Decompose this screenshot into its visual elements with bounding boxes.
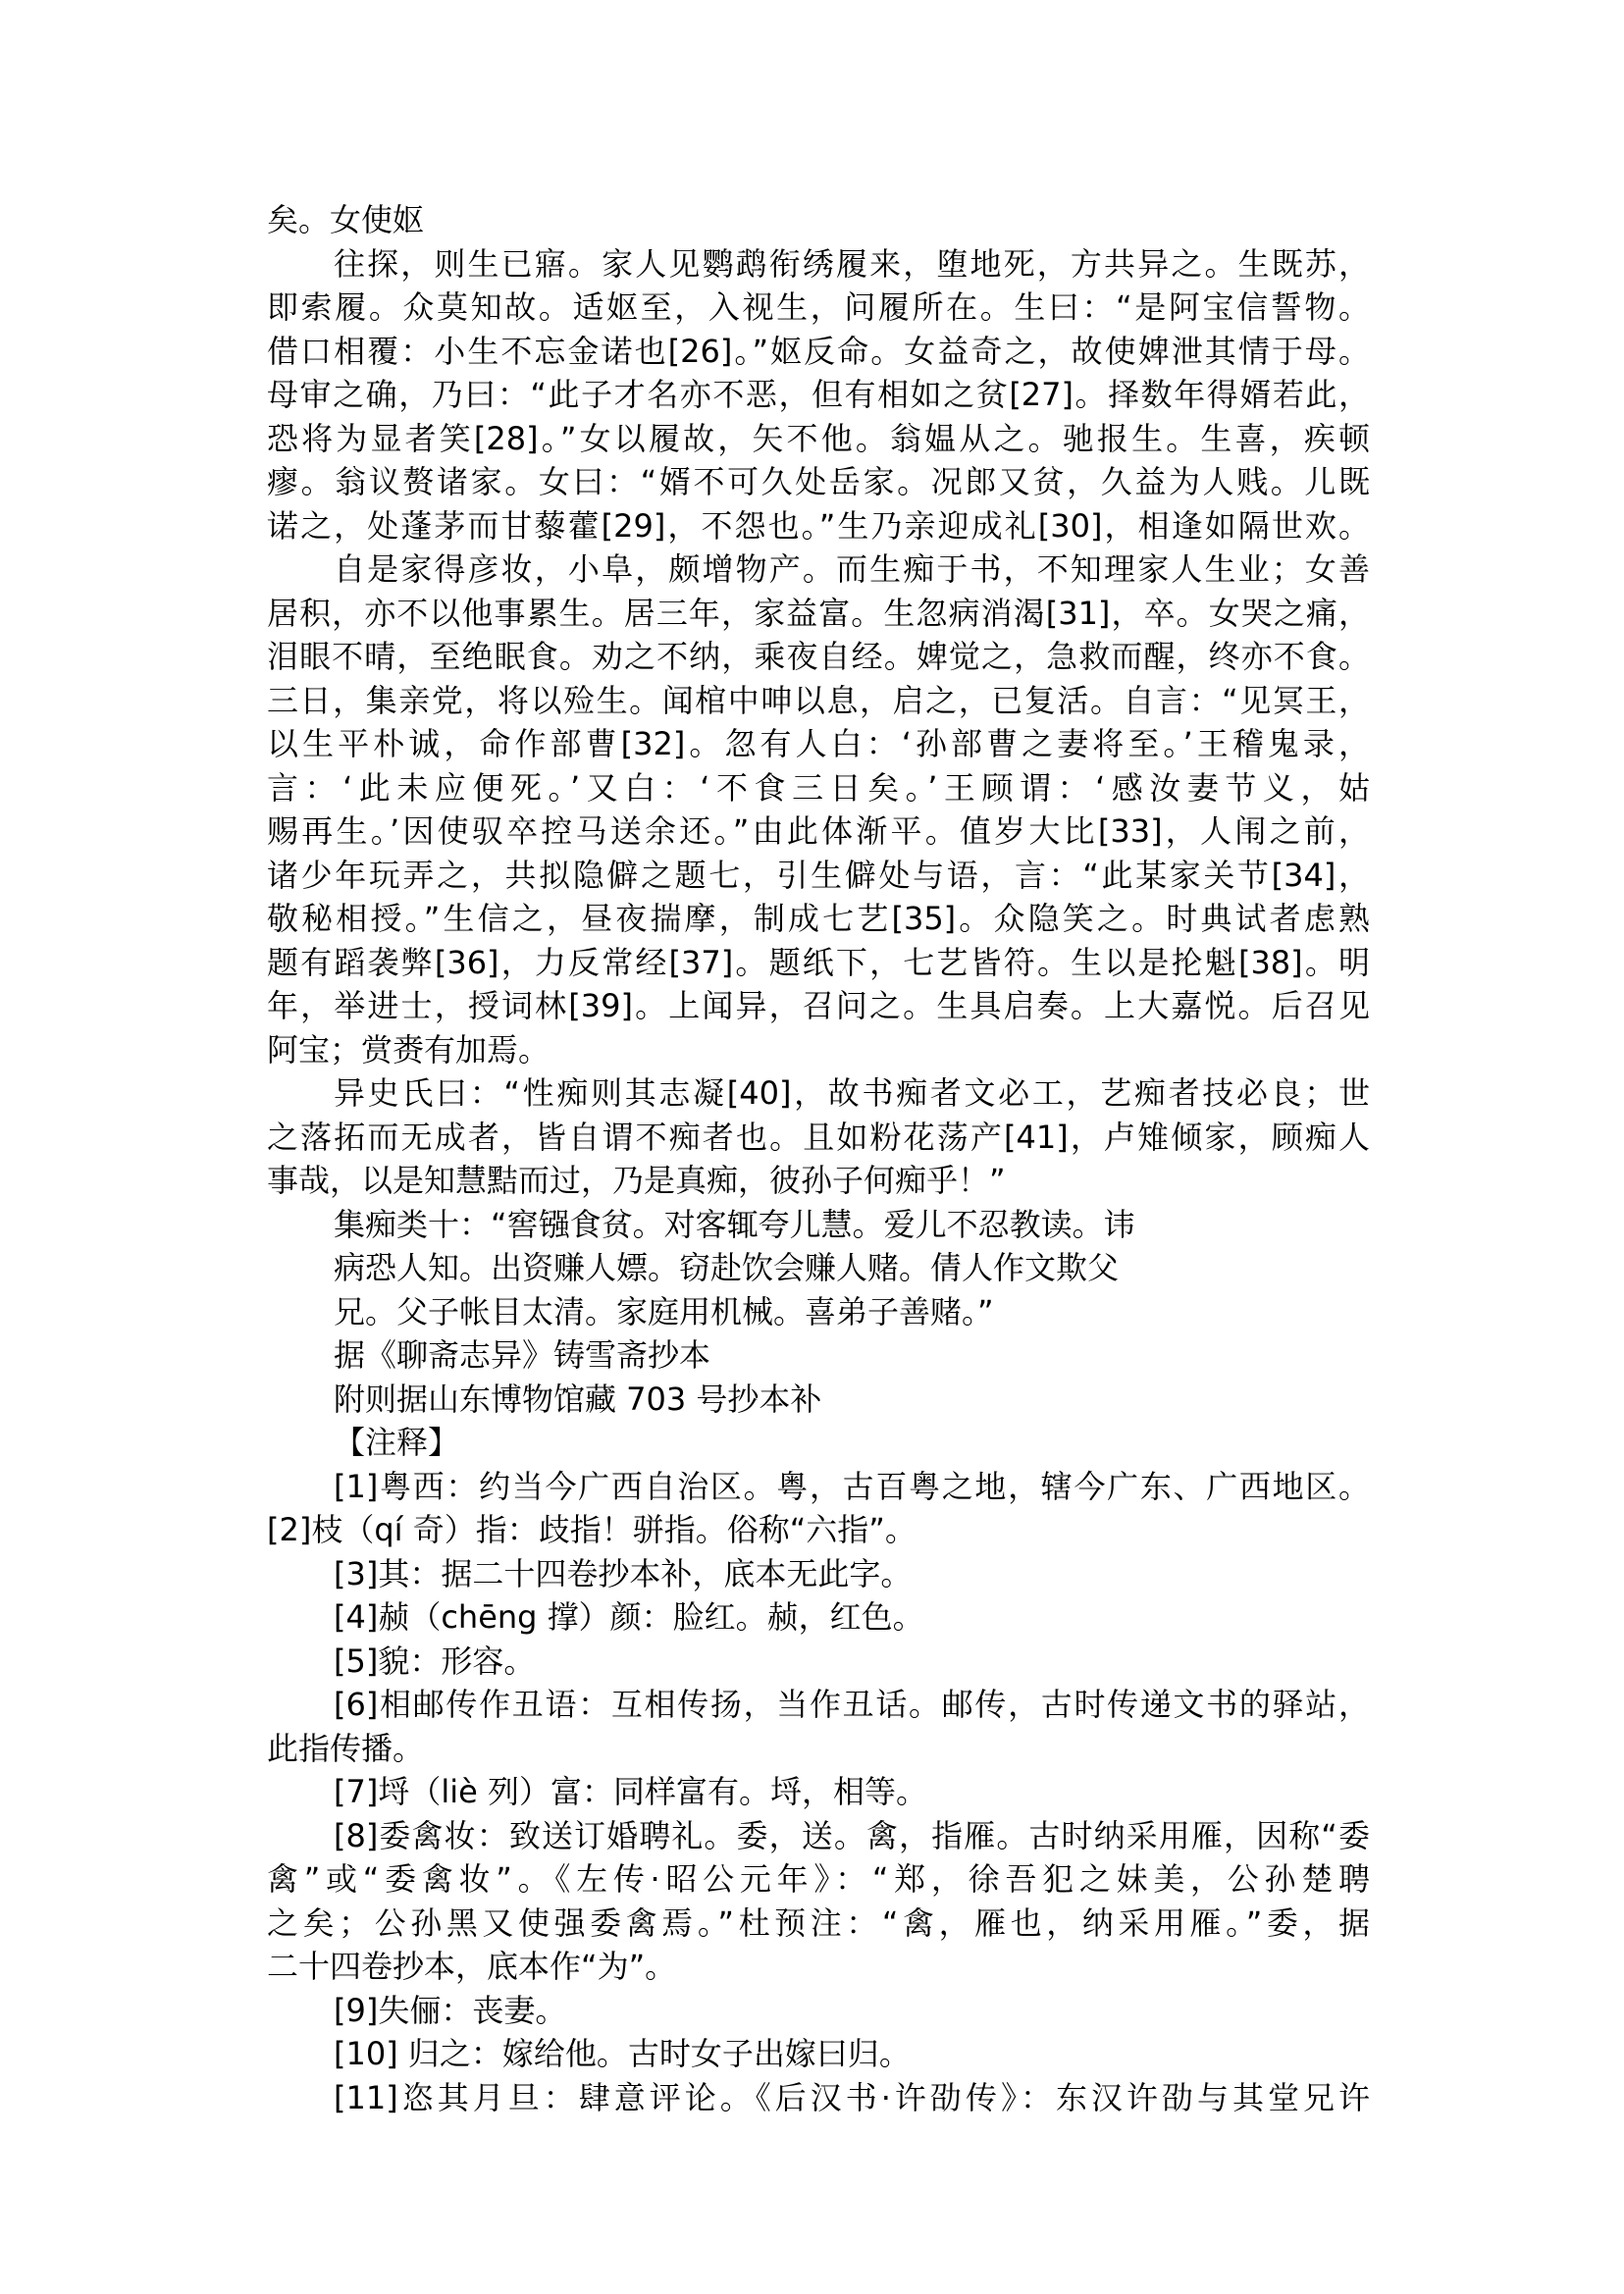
text-line: 禽”或“委禽妆”。《左传·昭公元年》：“郑，徐吾犯之妹美，公孙楚聘 — [267, 1860, 1370, 1898]
text-line: [9]失俪：丧妻。 — [334, 1991, 567, 2029]
text-line: 此指传播。 — [267, 1729, 425, 1767]
text-line: 母审之确，乃曰：“此子才名亦不恶，但有相如之贫[27]。择数年得婿若此， — [267, 376, 1370, 413]
text-line: 二十四卷抄本，底本作“为”。 — [267, 1948, 677, 1985]
text-line: 泪眼不晴，至绝眠食。劝之不纳，乘夜自经。婢觉之，急救而醒，终亦不食。 — [267, 638, 1370, 675]
text-line: [7]埒（liè 列）富：同样富有。埒，相等。 — [334, 1773, 927, 1810]
text-line: 赐再生。’因使驭卒控马送余还。”由此体渐平。值岁大比[33]，人闱之前， — [267, 812, 1370, 850]
text-line: 敬秘相授。”生信之，昼夜揣摩，制成七艺[35]。众隐笑之。时典试者虑熟 — [267, 900, 1370, 937]
text-line: 阿宝；赏赉有加焉。 — [267, 1030, 550, 1069]
text-line: 病恐人知。出资赚人嫖。窃赴饮会赚人赌。倩人作文欺父 — [334, 1249, 1120, 1286]
text-line: 以生平朴诚，命作部曹[32]。忽有人白：‘孙部曹之妻将至。’王稽鬼录， — [267, 725, 1370, 762]
text-line: 事哉，以是知慧黠而过，乃是真痴，彼孙子何痴乎！” — [267, 1162, 1006, 1199]
text-line: 诺之，处蓬茅而甘藜藿[29]，不怨也。”生乃亲迎成礼[30]，相逢如隔世欢。 — [267, 506, 1370, 545]
text-line: [2]枝（qí 奇）指：歧指！骈指。俗称“六指”。 — [267, 1511, 917, 1548]
text-line: 居积，亦不以他事累生。居三年，家益富。生忽病消渴[31]，卒。女哭之痛， — [267, 594, 1370, 632]
text-line: 年，举进士，授词林[39]。上闻异，召问之。生具启奏。上大嘉悦。后召见 — [267, 987, 1370, 1024]
text-line: [3]其：据二十四卷抄本补，底本无此字。 — [334, 1554, 913, 1592]
text-line: 集痴类十：“窖镪食贫。对客辄夸儿慧。爱儿不忍教读。讳 — [334, 1205, 1135, 1243]
text-line: [4]赪（chēng 撑）颜：脸红。赪，红色。 — [334, 1598, 924, 1636]
text-line: 瘳。翁议赘诸家。女曰：“婿不可久处岳家。况郎又贫，久益为人贱。儿既 — [267, 463, 1370, 500]
text-line: 借口相覆：小生不忘金诺也[26]。”妪反命。女益奇之，故使婢泄其情于母。 — [267, 332, 1370, 370]
text-line: [8]委禽妆：致送订婚聘礼。委，送。禽，指雁。古时纳采用雁，因称“委 — [334, 1816, 1370, 1854]
text-line: 自是家得彦妆，小阜，颇增物产。而生痴于书，不知理家人生业；女善 — [334, 550, 1370, 588]
text-line: [10] 归之：嫁给他。古时女子出嫁曰归。 — [334, 2035, 911, 2072]
text-line: [5]貌：形容。 — [334, 1642, 536, 1680]
text-line: 矣。女使妪 — [267, 201, 425, 238]
text-block — [267, 198, 1370, 2119]
text-line: 往探，则生已寤。家人见鹦鹉衔绣履来，堕地死，方共异之。生既苏， — [334, 244, 1370, 283]
text-line: 据《聊斋志异》铸雪斋抄本 — [334, 1336, 711, 1374]
text-line: 题有蹈袭弊[36]，力反常经[37]。题纸下，七艺皆符。生以是抡魁[38]。明 — [267, 943, 1370, 981]
text-line: 异史氏曰：“性痴则其志凝[40]，故书痴者文必工，艺痴者技必良；世 — [334, 1074, 1370, 1112]
text-line: 之落拓而无成者，皆自谓不痴者也。且如粉花荡产[41]，卢雉倾家，顾痴人 — [267, 1118, 1370, 1156]
text-line: 之矣；公孙黑又使强委禽焉。”杜预注：“禽，雁也，纳采用雁。”委，据 — [267, 1903, 1370, 1942]
text-line: [11]恣其月旦：肆意评论。《后汉书·许劭传》：东汉许劭与其堂兄许 — [334, 2078, 1370, 2116]
text-line: [1]粤西：约当今广西自治区。粤，古百粤之地，辖今广东、广西地区。 — [334, 1467, 1370, 1505]
text-line: 兄。父子帐目太清。家庭用机械。喜弟子善赌。” — [334, 1292, 994, 1330]
text-line: 言：‘此未应便死。’又白：‘不食三日矣。’王顾谓：‘感汝妻节义，姑 — [267, 768, 1370, 807]
text-line: 三日，集亲党，将以殓生。闻棺中呻以息，启之，已复活。自言：“见冥王， — [267, 681, 1370, 719]
text-line: [6]相邮传作丑语：互相传扬，当作丑话。邮传，古时传递文书的驿站， — [334, 1686, 1370, 1723]
text-line: 附则据山东博物馆藏 703 号抄本补 — [334, 1380, 822, 1418]
text-line: 即索履。众莫知故。适妪至，入视生，问履所在。生曰：“是阿宝信誓物。 — [267, 288, 1370, 326]
text-line: 诸少年玩弄之，共拟隐僻之题七，引生僻处与语，言：“此某家关节[34]， — [267, 856, 1370, 894]
text-line: 恐将为显者笑[28]。”女以履故，矢不他。翁媪从之。驰报生。生喜，疾顿 — [267, 419, 1370, 457]
text-line: 【注释】 — [334, 1424, 460, 1461]
